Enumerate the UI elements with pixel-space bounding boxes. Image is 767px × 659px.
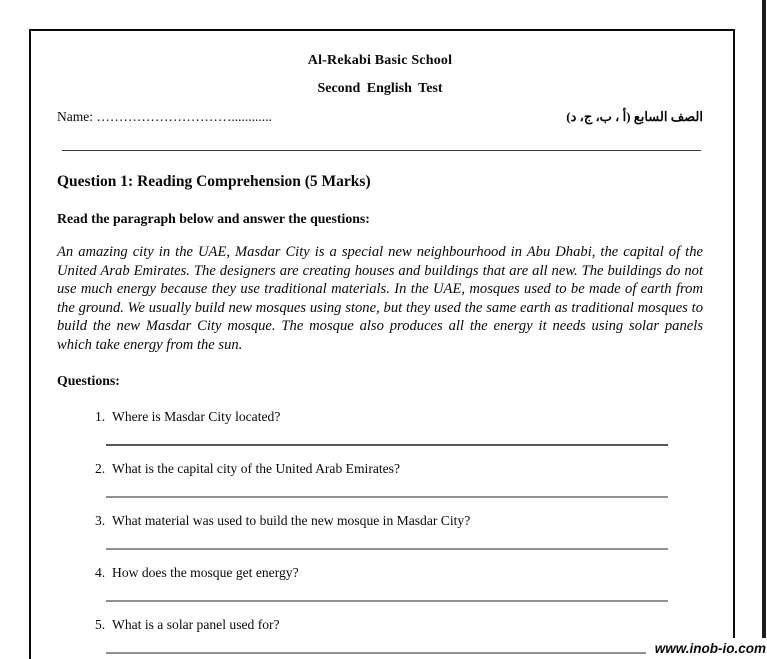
class-label-arabic: الصف السابع (أ ، ب، ج، د) [566, 109, 703, 124]
answer-line [106, 444, 668, 446]
question-number: 2. [95, 461, 106, 476]
question-text: What is the capital city of the United Arab Emirates? [112, 461, 401, 476]
question-text: Where is Masdar City located? [112, 409, 281, 424]
reading-instruction: Read the paragraph below and answer the questions: [57, 211, 370, 226]
header-separator-line [62, 150, 701, 151]
question-number: 3. [95, 513, 106, 528]
question-item [95, 512, 703, 550]
name-field: Name: …………………………............ [57, 109, 272, 124]
question-text: How does the mosque get energy? [112, 565, 299, 580]
answer-line [106, 600, 668, 602]
test-title: Second English Test [317, 81, 443, 96]
watermark: www.inob-io.com [646, 638, 767, 659]
question-text: What material was used to build the new mosque in Masdar City? [112, 513, 471, 528]
question-text-row [95, 512, 703, 529]
answer-line [106, 652, 668, 654]
questions-list [95, 408, 703, 654]
question-text-row [95, 408, 703, 425]
question-text-row [95, 564, 703, 581]
scan-edge-strip [762, 0, 766, 645]
question-text-row [95, 460, 703, 477]
name-row [57, 108, 703, 125]
questions-label: Questions: [57, 373, 120, 388]
test-page [29, 29, 735, 659]
reading-passage: An amazing city in the UAE, Masdar City is a special new neighbourhood in Abu Dhabi, the capital of the United Arab Emirates. The designers are creating houses and buildings that are all new. The buildings do not use much energy because they use traditional materials. In the UAE, mosques used to be made of earth from the ground. We usually build new mosques using stone, but they used the same earth as traditional mosques to build the new Masdar City mosque. The mosque also produces all the energy it needs using solar panels which take energy from the sun. [57, 244, 703, 353]
question1-heading: Question 1: Reading Comprehension (5 Marks) [57, 173, 371, 190]
question-text: What is a solar panel used for? [112, 617, 280, 632]
question-number: 5. [95, 617, 106, 632]
answer-line [106, 548, 668, 550]
question-text-row [95, 616, 703, 633]
answer-line [106, 496, 668, 498]
question-item [95, 460, 703, 498]
question-number: 1. [95, 409, 106, 424]
question-number: 4. [95, 565, 106, 580]
school-name: Al-Rekabi Basic School [307, 53, 453, 68]
question-item [95, 408, 703, 446]
question-item [95, 564, 703, 602]
page-content [31, 31, 733, 654]
question-item [95, 616, 703, 654]
